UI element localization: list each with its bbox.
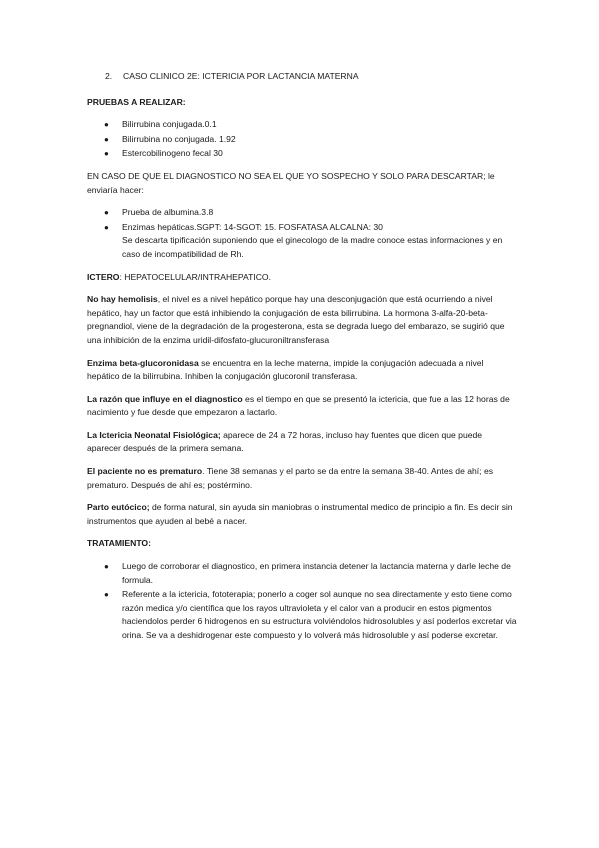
bullet-icon: ●: [104, 208, 109, 218]
case-heading: [87, 70, 517, 84]
tratamiento-title: TRATAMIENTO:: [87, 538, 151, 549]
bullet-icon: ●: [104, 562, 109, 572]
tratamiento-list: [87, 560, 517, 643]
heading-title: CASO CLINICO 2E: ICTERICIA POR LACTANCIA MATERNA: [123, 71, 359, 81]
parto-paragraph: Parto eutócico; de forma natural, sin ayuda sin maniobras o instrumental medico de principio a fin. Es decir sin instrumentos que ayuden al bebé a nacer.: [87, 502, 513, 526]
list-item: ● Referente a la ictericia, fototerapia; ponerlo a coger sol aunque no sea directamente y esto tiene como razón medica y/o científica que los rayos ultravioleta y el calor van a producir en estos pigmentos haciendolos perder 6 hidrogenos en su estructura volviéndolos hidrosolubles y así poderlos excretar via orina. Se va a deshidrogenar este compuesto y lo volverá más hidrosoluble y así poderse excretar.: [104, 589, 517, 640]
descartar-list: [87, 206, 517, 261]
list-item: ● Estercobilinogeno fecal 30: [87, 147, 517, 161]
enzima-paragraph: Enzima beta-glucoronidasa se encuentra en la leche materna, impide la conjugación adecuada a nivel hepático de la bilirrubina. Inhiben la conjugación glucoronil transferasa.: [87, 357, 484, 382]
en-caso-paragraph: EN CASO DE QUE EL DIAGNOSTICO NO SEA EL QUE YO SOSPECHO Y SOLO PARA DESCARTAR; le enviaría hacer:: [87, 170, 495, 195]
list-item: ● Prueba de albumina.3.8: [87, 206, 517, 220]
bullet-icon: ●: [104, 222, 109, 232]
heading-number: 2.: [105, 71, 113, 81]
ictero-paragraph: ICTERO: HEPATOCELULAR/INTRAHEPATICO.: [87, 271, 271, 282]
bullet-icon: ●: [104, 590, 109, 600]
pruebas-title: PRUEBAS A REALIZAR:: [87, 96, 186, 107]
list-item: ● Luego de corroborar el diagnostico, en primera instancia detener la lactancia materna y darle leche de formula.: [104, 561, 511, 585]
bullet-icon: ●: [104, 134, 109, 144]
pruebas-list: [87, 118, 517, 161]
razon-paragraph: La razón que influye en el diagnostico es el tiempo en que se presentó la ictericia, que fue a las 12 horas de nacimiento y fue desde que empezaron a lactarlo.: [87, 393, 510, 418]
list-item: ● Bilirrubina conjugada.0.1: [87, 118, 517, 132]
descartar-note: Se descarta tipificación suponiendo que el ginecologo de la madre conoce estas informaciones y en caso de incompatibilidad de Rh.: [122, 235, 503, 259]
list-item: ● Bilirrubina no conjugada. 1.92: [87, 133, 517, 147]
document-body: [87, 70, 517, 652]
bullet-icon: ●: [104, 149, 109, 159]
bullet-icon: ●: [104, 120, 109, 130]
prematuro-paragraph: El paciente no es prematuro. Tiene 38 semanas y el parto se da entre la semana 38-40. Antes de ahí; es prematuro. Después de ahí es; postérmino.: [87, 466, 494, 490]
hemolisis-paragraph: No hay hemolisis, el nivel es a nivel hepático porque hay una desconjugación que está ocurriendo a nivel hepático, hay un factor que está inhibiendo la conjugación de esta bilirrubina. La hormona 3-alfa-20-beta-pregnandiol, viene de la degradación de la progesterona, esta se degrada luego del embarazo, se sugirió que una inhibición de la enzima uridil-difosfato-glucuroniltransferasa: [87, 294, 505, 345]
fisiologica-paragraph: La Ictericia Neonatal Fisiológica; aparece de 24 a 72 horas, incluso hay fuentes que dicen que puede aparecer después de la primera semana.: [87, 429, 483, 454]
list-item: ● Enzimas hepáticas.SGPT: 14-SGOT: 15. FOSFATASA ALCALNA: 30 Se descarta tipificación suponiendo que el ginecologo de la madre conoce estas informaciones y en caso de incompatibilidad de Rh.: [87, 221, 517, 262]
